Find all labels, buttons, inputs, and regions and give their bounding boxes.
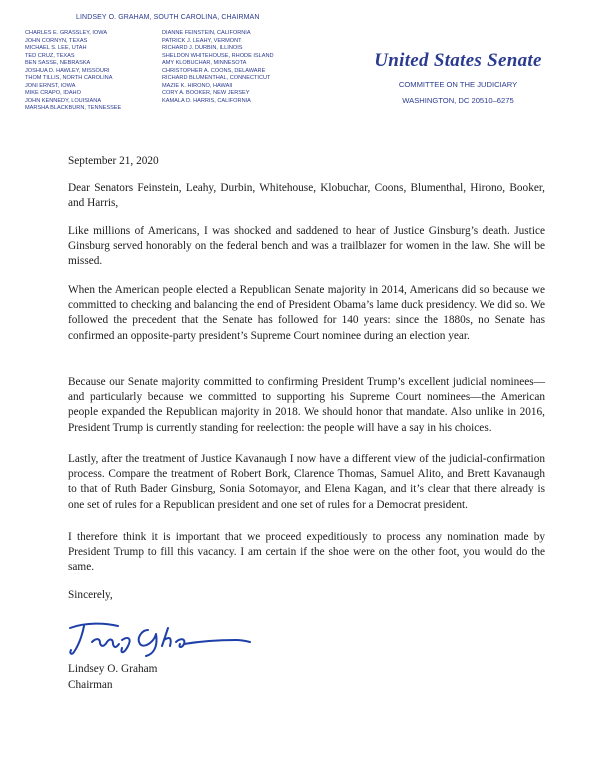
letter-paragraph: Lastly, after the treatment of Justice Kavanaugh I now have a different view of the judicial-confirmation process. Compare the treatment of Robert Bork, Clarence Thomas, Samuel Alito, and Brett Kavanaugh to that of Ruth Bader Ginsburg, Sonia Sotomayor, and Elena Kagan, and it’s clear that there already is one set of rules for a Republican president and one set of rules for a Democrat president.: [68, 453, 545, 511]
member-name: TED CRUZ, TEXAS: [25, 52, 75, 59]
member-name: DIANNE FEINSTEIN, CALIFORNIA: [162, 30, 251, 36]
chairman-line: LINDSEY O. GRAHAM, SOUTH CAROLINA, CHAIRMAN: [76, 14, 260, 21]
committee-name: COMMITTEE ON THE JUDICIARY: [398, 80, 518, 89]
letter-paragraph: I therefore think it is important that we proceed expeditiously to process any nomination made by President Trump to fill this vacancy. I am certain if the shoe were on the other foot, you would do the same.: [68, 531, 545, 574]
signer-name: Lindsey O. Graham: [68, 663, 158, 675]
member-name: SHELDON WHITEHOUSE, RHODE ISLAND: [162, 52, 274, 59]
letter-date: September 21, 2020: [68, 155, 159, 167]
letter-paragraph: Like millions of Americans, I was shocked and saddened to hear of Justice Ginsburg’s death. Justice Ginsburg served honorably on the federal bench and was a trailblazer for women in the law. She will be missed.: [68, 225, 545, 268]
member-name: RICHARD BLUMENTHAL, CONNECTICUT: [162, 75, 271, 81]
member-name: PATRICK J. LEAHY, VERMONT: [162, 37, 242, 44]
member-name: JONI ERNST, IOWA: [25, 82, 76, 89]
member-name: KAMALA D. HARRIS, CALIFORNIA: [162, 97, 251, 104]
member-name: CHRISTOPHER A. COONS, DELAWARE: [162, 67, 266, 74]
member-name: CHARLES E. GRASSLEY, IOWA: [25, 30, 108, 36]
letter-paragraph: When the American people elected a Republican Senate majority in 2014, Americans did so because we committed to checking and balancing the end of President Obama’s lame duck presidency. We did so. We followed the precedent that the Senate has followed for 140 years: since the 1880s, no Senate has confirmed an opposite-party president’s Supreme Court nominee during an election year.: [68, 284, 545, 342]
member-name: JOSHUA D. HAWLEY, MISSOURI: [25, 67, 110, 74]
member-name: MIKE CRAPO, IDAHO: [25, 90, 81, 96]
member-name: MICHAEL S. LEE, UTAH: [25, 45, 87, 51]
majority-members-list: [25, 30, 121, 113]
letter-paragraph: Because our Senate majority committed to confirming President Trump’s excellent judicial nominees—and particularly because we committed to supporting his Supreme Court nominees—the American people expanded the Republican majority in 2018. We should honor that mandate. Also unlike in 2016, President Trump is currently standing for reelection: the people will have a say in his choices.: [68, 376, 545, 434]
minority-members-list: [162, 30, 274, 105]
senate-title: United States Senate: [374, 50, 542, 71]
member-name: MARSHA BLACKBURN, TENNESSEE: [25, 105, 122, 111]
signer-title: Chairman: [68, 679, 113, 691]
handwritten-signature: [66, 618, 256, 660]
member-name: JOHN CORNYN, TEXAS: [25, 37, 88, 44]
member-name: AMY KLOBUCHAR, MINNESOTA: [162, 60, 247, 66]
member-name: BEN SASSE, NEBRASKA: [25, 60, 91, 66]
letter-salutation: Dear Senators Feinstein, Leahy, Durbin, Whitehouse, Klobuchar, Coons, Blumenthal, Hirono, Booker, and Harris,: [68, 182, 545, 210]
member-name: CORY A. BOOKER, NEW JERSEY: [162, 90, 250, 96]
member-name: RICHARD J. DURBIN, ILLINOIS: [162, 45, 243, 51]
member-name: MAZIE K. HIRONO, HAWAII: [162, 82, 233, 89]
member-name: THOM TILLIS, NORTH CAROLINA: [25, 75, 113, 81]
letter-closing: Sincerely,: [68, 589, 113, 601]
member-name: JOHN KENNEDY, LOUISIANA: [25, 97, 102, 104]
committee-address: WASHINGTON, DC 20510–6275: [402, 96, 514, 105]
